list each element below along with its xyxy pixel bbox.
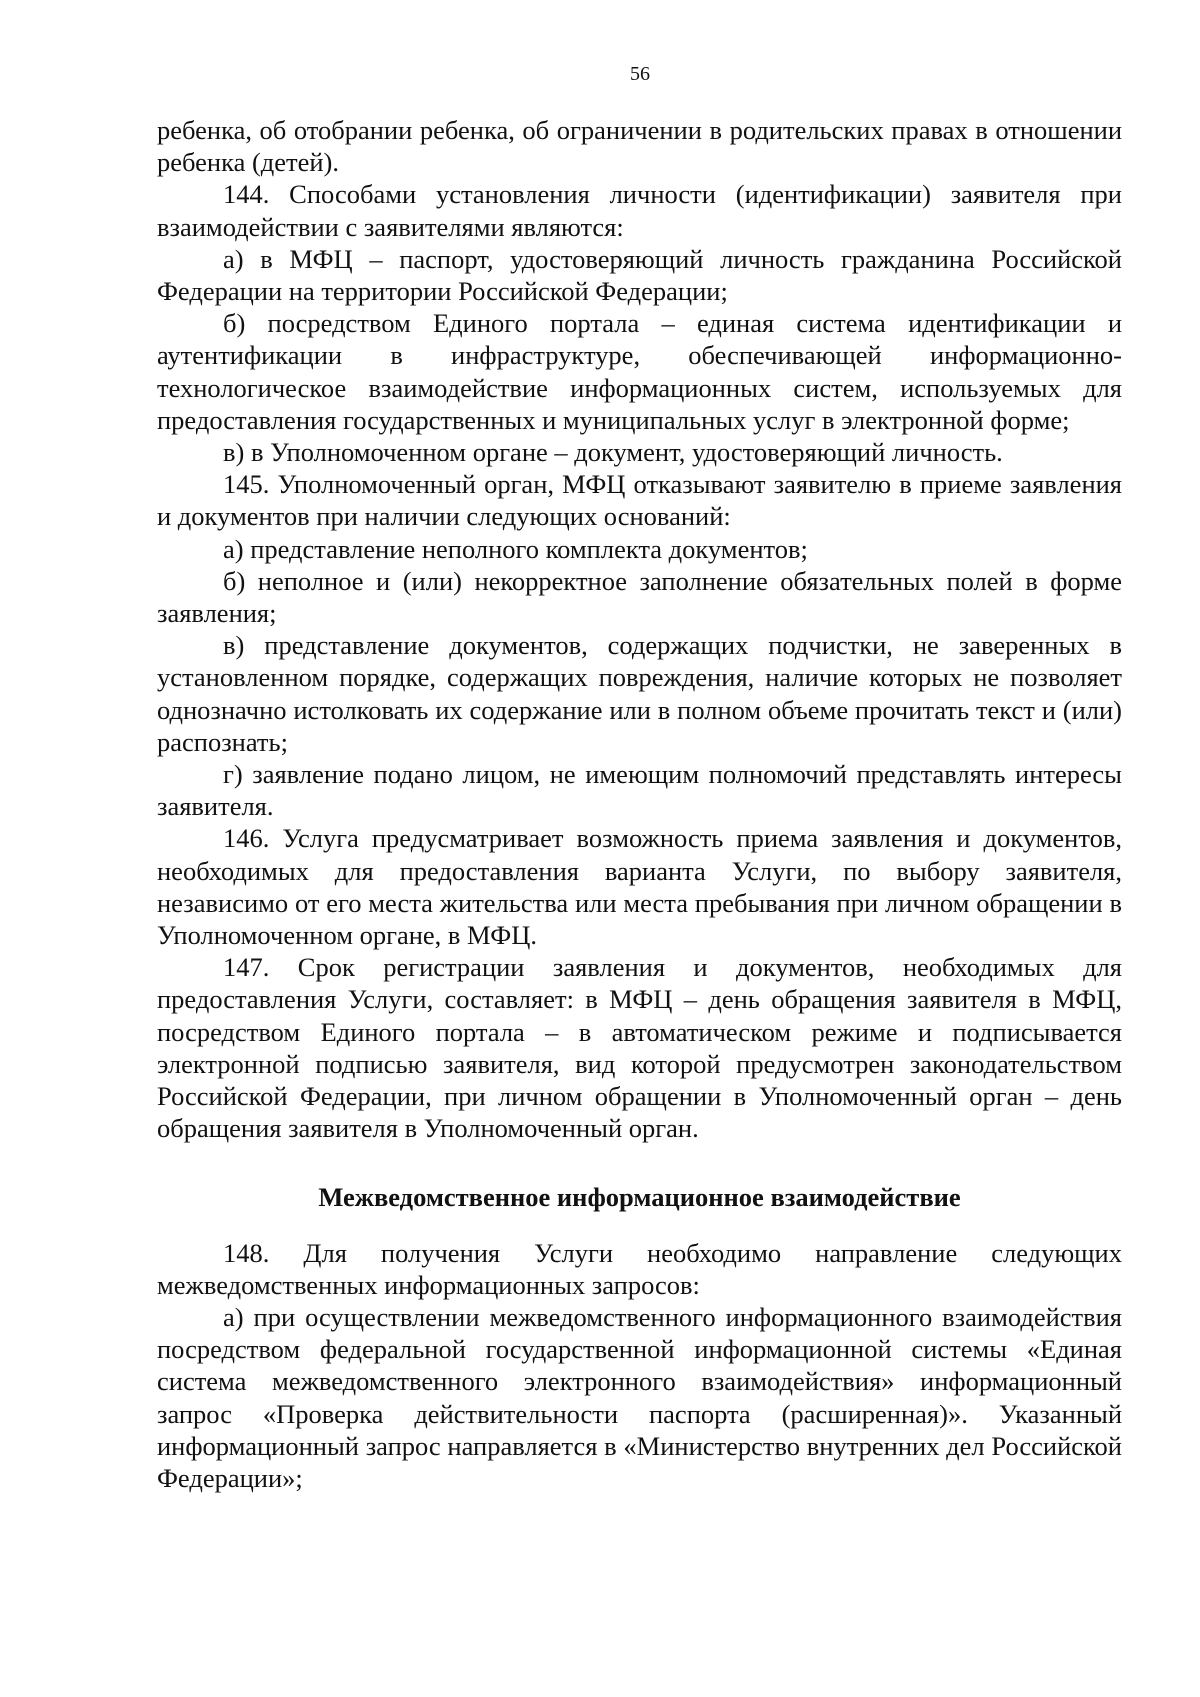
document-body [157,114,1122,1494]
paragraph-145-a: а) представление неполного комплекта документов; [223,533,808,564]
paragraph-continuation: ребенка, об отобрании ребенка, об ограничении в родительских правах в отношении ребенка (детей). [157,115,1122,178]
paragraph-144-v: в) в Уполномоченном органе – документ, удостоверяющий личность. [223,437,1003,468]
page-number: 56 [630,63,650,85]
paragraph-144-a: а) в МФЦ – паспорт, удостоверяющий личность гражданина Российской Федерации на территории Российской Федерации; [157,243,1122,307]
paragraph-144: 144. Способами установления личности (идентификации) заявителя при взаимодействии с заявителями являются: [157,179,1122,242]
paragraph-146: 146. Услуга предусматривает возможность приема заявления и документов, необходимых для предоставления варианта Услуги, по выбору заявителя, независимо от его места жительства или места пребывания при личном обращении в Уполномоченном органе, в МФЦ. [157,823,1122,951]
paragraph-148-a: а) при осуществлении межведомственного информационного взаимодействия посредством федеральной государственной информационной системы «Единая система межведомственного электронного взаимодействия» информационный запрос «Проверка действительности паспорта (расширенная)». Указанный информационный запрос направляется в «Министерство внутренних дел Российской Федерации»; [157,1301,1122,1493]
paragraph-148: 148. Для получения Услуги необходимо направление следующих межведомственных информационных запросов: [157,1237,1122,1300]
paragraph-145-v: в) представление документов, содержащих подчистки, не заверенных в установленном порядке, содержащих повреждения, наличие которых не позволяет однозначно истолковать их содержание или в полном объеме прочитать текст и (или) распознать; [157,630,1122,757]
paragraph-145: 145. Уполномоченный орган, МФЦ отказывают заявителю в приеме заявления и документов при наличии следующих оснований: [157,469,1122,532]
paragraph-144-b: б) посредством Единого портала – единая система идентификации и аутентификации в инфраструктуре, обеспечивающей информационно-технологическое взаимодействие информационных систем, используемых для предоставления государственных и муниципальных услуг в электронной форме; [157,308,1122,435]
paragraph-147: 147. Срок регистрации заявления и документов, необходимых для предоставления Услуги, составляет: в МФЦ – день обращения заявителя в МФЦ, посредством Единого портала – в автоматическом режиме и подписывается электронной подписью заявителя, вид которой предусмотрен законодательством Российской Федерации, при личном обращении в Уполномоченный орган – день обращения заявителя в Уполномоченный орган. [157,952,1122,1144]
paragraph-145-g: г) заявление подано лицом, не имеющим полномочий представлять интересы заявителя. [157,759,1122,822]
section-heading: Межведомственное информационное взаимодействие [318,1181,961,1212]
paragraph-145-b: б) неполное и (или) некорректное заполнение обязательных полей в форме заявления; [157,565,1122,629]
